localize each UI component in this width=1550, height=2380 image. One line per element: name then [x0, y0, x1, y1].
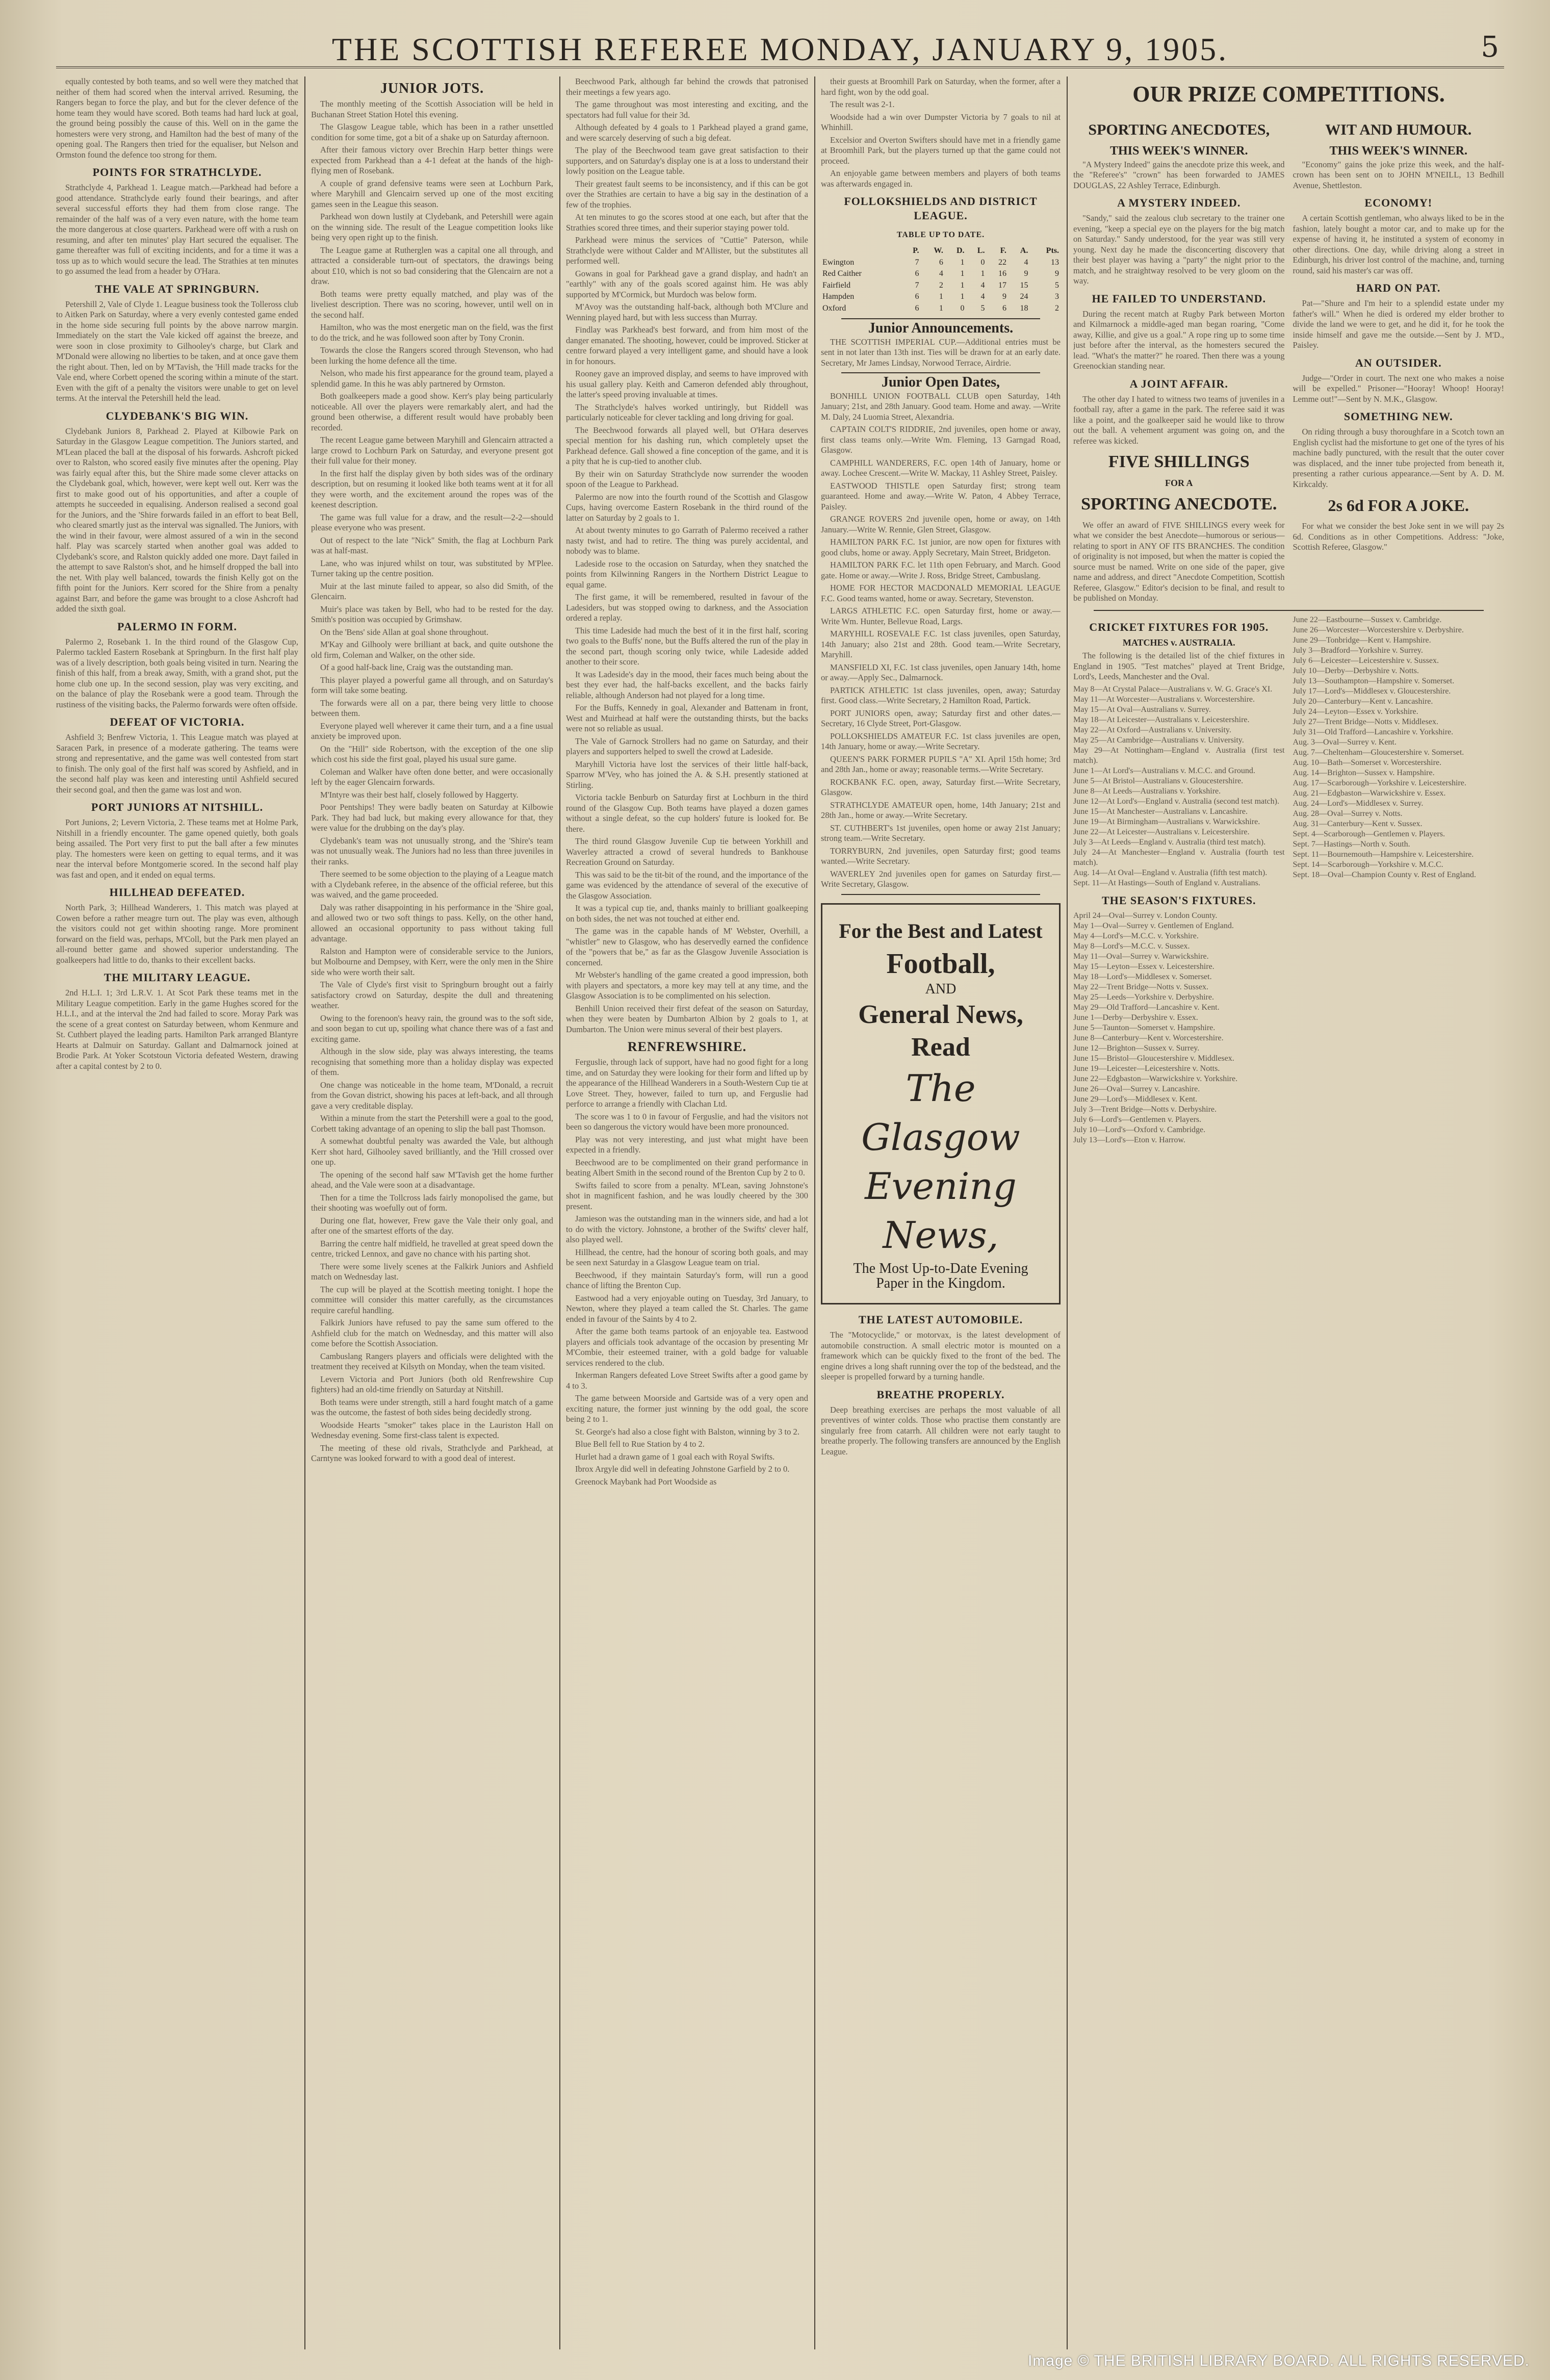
- advert-line: AND: [925, 981, 957, 997]
- evening-news-advert: [821, 903, 1061, 1305]
- column-rule: [814, 76, 815, 2349]
- league-header-row: [821, 245, 1061, 257]
- advert-line: Evening News,: [865, 1165, 1017, 1257]
- league-cell: 4: [980, 292, 985, 301]
- league-title: FOLLOKSHIELDS AND DISTRICT LEAGUE.: [844, 195, 1038, 222]
- section-subheading: THIS WEEK'S WINNER.: [1329, 144, 1468, 158]
- column-rule: [304, 76, 305, 2349]
- league-cell: 6: [939, 258, 943, 267]
- league-cell: 2: [939, 280, 943, 290]
- league-cell: 1: [960, 292, 965, 301]
- five-shillings-heading: FIVE SHILLINGS: [1108, 452, 1250, 471]
- league-cell: 6: [1002, 303, 1006, 313]
- league-team-name: Fairfield: [822, 280, 851, 290]
- section-subheading: MATCHES v. AUSTRALIA.: [1122, 637, 1235, 648]
- advert-line: The Most Up-to-Date Evening: [853, 1261, 1028, 1276]
- section-heading: A JOINT AFFAIR.: [1129, 377, 1228, 390]
- advert-line: Read: [911, 1033, 970, 1062]
- column-5: [1073, 76, 1504, 2349]
- league-cell: 1: [960, 280, 965, 290]
- section-heading: PALERMO IN FORM.: [117, 620, 237, 633]
- column-3: Beechwood Park, although far behind the crowds that patronised their meetings a few years ago. The game throughout was most interesting and exciting, and the spectators had full value for their 3d. Although defeated by 4 goals to 1 Parkhead played a grand game, and were scarcely deserving of such a big defeat. The play of the Beechwood team gave great satisfaction to their supporters, and on Saturday's display one is at a loss to understand their lowly position on the League table. Their greatest fault seems to be inconsistency, and if this can be got over the Strathies are certain to have a big say in the destination of a few of the trophies. At ten minutes to go the scores stood at one each, but after that the Strathies scored three times, and their superior staying power told. Parkhead were minus the services of "Cuttie" Paterson, while Strathclyde were without Calder and M'Allister, but the substitutes all performed well. Gowans in goal for Parkhead gave a grand display, and hadn't an "earthly" with any of the goals scored against him. He was ably supported by M'Cormick, but Murdoch was below form. M'Avoy was the outstanding half-back, although both M'Clure and Wenning played hard, but with less success than Murray. Findlay was Parkhead's best forward, and from him most of the danger emanated. The shooting, however, could be improved. Sticker at centre forward played a very intelligent game, and should have a look in for honours. Rooney gave an improved display, and seems to have improved with his usual gallery play. Keith and Cameron defended ably throughout, the latter's speed proving invaluable at times. The Strathclyde's halves worked untiringly, but Riddell was particularly noticeable for clever tackling and long driving for goal. The Beechwood forwards all played well, but O'Hara deserves special mention for his dashing run, which completely upset the Parkhead defence. Gall showed a fine conception of the game, and it is a pity that he is cup-tied to another club. By their win on Saturday Strathclyde now surrender the wooden spoon of the League to Parkhead. Palermo are now into the fourth round of the Scottish and Glasgow Cups, having overcome Eastern Rosebank in the third round of the latter on Saturday by 2 goals to 1. At about twenty minutes to go Garrath of Palermo received a rather nasty twist, and had to retire. The thing was purely accidental, and nobody was to blame. Ladeside rose to the occasion on Saturday, when they snatched the points from Kilwinning Rangers in the Northern District League to equal game. The first game, it will be remembered, resulted in favour of the Ladesiders, but was stopped owing to darkness, and the Association ordered a replay. This time Ladeside had much the best of it in the first half, scoring two goals to the Buffs' none, but the Buffs altered the run of the play in the second part, though scoring only twice, while Ladeside added another to their score. It was Ladeside's day in the mood, their faces much being about the best they ever had, the half-backs excellent, and the backs fairly reliable, although Anderson had not played for a long time. For the Buffs, Kennedy in goal, Alexander and Battenam in front, West and Muirhead at half were the outstanding thirsts, but the backs were not so reliable as usual. The Vale of Garnock Strollers had no game on Saturday, and their players and supporters helped to swell the crowd at Ladeside. Maryhill Victoria have lost the services of their little half-back, Sparrow M'Vey, who has joined the A. & S.H. presently stationed at Stirling. Victoria tackle Benburb on Saturday first at Lochburn in the third round of the Glasgow Cup. Both teams have played a dozen games without a single defeat, so the cup holders' future is looked for. Be there. The third round Glasgow Juvenile Cup tie between Yorkhill and Waverley attracted a crowd of several hundreds to Bankhouse Recreation Ground on Saturday. This was said to be the tit-bit of the round, and the importance of the game was evidenced by the attendance of several of the executive of the Glasgow Association. It was a typical cup tie, and, thanks mainly to brilliant goalkeeping on both sides, the net was not touched at either end. The game was in the capable hands of M' Webster, Overhill, a "whistler" new to Glasgow, who has deservedly earned the confidence of the "powers that be," as far as the Glasgow Juvenile Association is concerned. Mr Webster's handling of the game created a good impression, both with players and spectators, a more key may tell at any time, and the Glasgow Association is to be complimented on his selection. Benhill Union received their first defeat of the season on Saturday, when they were beaten by Dumbarton Albion by 2 goals to 1, at Dumbarton. The Union were minus several of their best players. RENFREWSHIRE. Ferguslie, through lack of support, have had no good fight for a long time, and on Saturday they were looking for their form and lifted up by the appearance of the Hillhead Wanderers in a South-Western Cup tie at Love Street. They, however, failed to turn up, and Ferguslie had perforce to arrange a friendly with Clachan Ltd. The score was 1 to 0 in favour of Ferguslie, and had the visitors not been so dangerous the victory would have been more pronounced. Play was not very interesting, and just what might have been expected in a friendly. Beechwood are to be complimented on their grand performance in beating Albert Smith in the second round of the Brenton Cup by 2 to 0. Swifts failed to score from a penalty. M'Lean, saving Johnstone's shot in magnificent fashion, and he was loudly cheered by the 300 present. Jamieson was the outstanding man in the winners side, and had a lot to do with the victory. Johnstone, a brother of the Swifts' clever half, also played well. Hillhead, the centre, had the honour of scoring both goals, and may be seen next Saturday in a Glasgow League team on trial. Beechwood, if they maintain Saturday's form, will run a good chance of lifting the Brenton Cup. Eastwood had a very enjoyable outing on Tuesday, 3rd January, to Newton, where they played a team called the St. Charles. The game ended in favour of the Saints by 4 to 2. After the game both teams partook of an enjoyable tea. Eastwood players and officials took advantage of the occasion by presenting Mr M'Combie, their esteemed trainer, with a gold badge for valuable services rendered to the club. Inkerman Rangers defeated Love Street Swifts after a good game by 4 to 3. The game between Moorside and Gartside was of a very open and exciting nature, the former just winning by the odd goal, the score being 2 to 1. St. George's had also a close fight with Balston, winning by 3 to 2. Blue Bell fell to Rue Station by 4 to 2. Hurlet had a drawn game of 1 goal each with Royal Swifts. Ibrox Argyle did well in defeating Johnstone Garfield by 2 to 0. Greenock Maybank had Port Woodside as: [566, 76, 808, 1487]
- league-table: [821, 245, 1061, 314]
- advert-line: For the Best and Latest: [839, 919, 1043, 942]
- competitions-heading: OUR PRIZE COMPETITIONS.: [1132, 82, 1445, 107]
- section-heading: POINTS FOR STRATHCLYDE.: [92, 166, 262, 178]
- league-col-header: L.: [977, 246, 985, 255]
- section-heading: CLYDEBANK'S BIG WIN.: [106, 409, 249, 422]
- section-heading: SPORTING ANECDOTES,: [1088, 121, 1270, 138]
- league-cell: 1: [980, 269, 985, 278]
- league-col-header: Pts.: [1046, 246, 1059, 255]
- copyright-notice: Image © THE BRITISH LIBRARY BOARD. ALL RIGHTS RESERVED.: [1027, 2352, 1530, 2369]
- cricket-county: June 22—Eastbourne—Sussex v. Cambridge. June 26—Worcester—Worcestershire v. Derbyshire. June 29—Tonbridge—Kent v. Hampshire. July 3—Bradford—Yorkshire v. Surrey. July 6—Leicester—Leicestershire v. Sussex. July 10—Derby—Derbyshire v. Notts. July 13—Southampton—Hampshire v. Somerset. July 17—Lord's—Middlesex v. Gloucestershire. July 20—Canterbury—Kent v. Lancashire. July 24—Leyton—Essex v. Yorkshire. July 27—Trent Bridge—Notts v. Middlesex. July 31—Old Trafford—Lancashire v. Yorkshire. Aug. 3—Oval—Surrey v. Kent. Aug. 7—Cheltenham—Gloucestershire v. Somerset. Aug. 10—Bath—Somerset v. Worcestershire. Aug. 14—Brighton—Sussex v. Hampshire. Aug. 17—Scarborough—Yorkshire v. Leicestershire. Aug. 21—Edgbaston—Warwickshire v. Essex. Aug. 24—Lord's—Middlesex v. Surrey. Aug. 28—Oval—Surrey v. Notts. Aug. 31—Canterbury—Kent v. Sussex. Sept. 4—Scarborough—Gentlemen v. Players. Sept. 7—Hastings—North v. South. Sept. 11—Bournemouth—Hampshire v. Leicestershire. Sept. 14—Scarborough—Yorkshire v. M.C.C. Sept. 18—Oval—Champion County v. Rest of England.: [1293, 615, 1476, 879]
- league-team-name: Red Caither: [822, 269, 862, 278]
- section-heading: CRICKET FIXTURES FOR 1905.: [1089, 620, 1269, 633]
- section-heading: PORT JUNIORS AT NITSHILL.: [91, 801, 264, 813]
- league-cell: 17: [998, 280, 1006, 290]
- league-col-header: A.: [1020, 246, 1028, 255]
- section-heading: AN OUTSIDER.: [1355, 356, 1442, 369]
- league-cell: 0: [980, 258, 985, 267]
- league-cell: 4: [1024, 258, 1028, 267]
- advert-line: Paper in the Kingdom.: [876, 1275, 1005, 1291]
- column-rule: [559, 76, 560, 2349]
- section-heading: DEFEAT OF VICTORIA.: [110, 715, 245, 728]
- masthead: [56, 20, 1504, 68]
- league-cell: 15: [1020, 280, 1028, 290]
- league-col-header: P.: [913, 246, 919, 255]
- league-row: [821, 303, 1061, 315]
- league-cell: 9: [1024, 269, 1028, 278]
- league-cell: 4: [939, 269, 943, 278]
- page-number: 5: [1481, 31, 1499, 64]
- column-1: equally contested by both teams, and so well were they matched that neither of them had scored when the interval arrived. Resuming, the Rangers began to force the play, and but for the clever defence of the home team they would have scored. Both teams had hard luck at goal, the ground being possibly the cause of this. Well on in the game the homesters were very strong, and Hamilton had the best of many of the opening goal. The Rangers then tried for the equaliser, but Nelson and Ormston found the defence too strong for them. POINTS FOR STRATHCLYDE. Strathclyde 4, Parkhead 1. League match.—Parkhead had before a good attendance. Strathclyde early found their bearings, and after several successful efforts they had them from close range. The remainder of the half was of a very even nature, with the home team the more dangerous at close quarters. Parkhead were off with a rush on resuming, and after ten minutes' play Hart secured the equaliser. The game thereafter was full of exciting incidents, and for a time it was a toss up as to which would secure the lead. The Strathies at ten minutes to go assumed the lead from a header by O'Hara. THE VALE AT SPRINGBURN. Petershill 2, Vale of Clyde 1. League business took the Tolleross club to Aitken Park on Saturday, where a very evenly contested game ended in the home side securing full points by the above narrow margin. Immediately on the start the Vale kicked off against the breeze, and were soon in close proximity to Gilhooley's charge, but Clark and M'Donald were allowing no liberties to be taken, and at once gave them the right about. Then, led on by M'Tavish, the 'Hill made tracks for the Vale end, where Corbett opened the scoring within a minute of the start. Even with the gift of a penalty the visitors were unable to get on level terms. At the interval the Petershill held the lead. CLYDEBANK'S BIG WIN. Clydebank Juniors 8, Parkhead 2. Played at Kilbowie Park on Saturday in the Glasgow League competition. The Juniors started, and M'Lean placed the ball at the disposal of his forwards. Ashcroft picked over to Ralston, who scored easily five minutes after the opening. Play was fairly equal after this, but the Shire made some clever attacks on the Clydebank goal, which, however, were kept well out. Kerr was the first to make good out of his opportunities, and after a couple of attempts he succeeded in equalising. Anderson realised a second goal for the Juniors, and the 'Shire forwards failed in an effort to beat Bell, who cleared smartly just as the interval was signalled. The Juniors, with the wind in their favour, were almost assured of a win in the second half. Play was scarcely started when another goal was added to Clydebank's score, and Ralston quickly added one more. Dayt failed in the attempt to save Ralston's shot, and he himself dropped the ball into the net. With play well balanced, towards the finish Kelly got on the fifth point for the Juniors. Kerr scored for the Shire from a penalty against Barr, and before the game was brought to a close Ashcroft had added the sixth goal. PALERMO IN FORM. Palermo 2, Rosebank 1. In the third round of the Glasgow Cup, Palermo tackled Eastern Rosebank at Springburn. In the first half play was of a lively description, both goals being visited in turn. Nearing the finish of this half, from a break away, Smith, with a grand shot, put the home club one up. In the second session, play was very exciting, and on the balance of play the Rosebank were a good team. Through the rustiness of the visiting backs, the Palermo forwards were often offside. DEFEAT OF VICTORIA. Ashfield 3; Benfrew Victoria, 1. This League match was played at Saracen Park, in presence of a moderate gathering. The teams were strong and representative, and the game was well contested from start to finish. The only goal of the first half was scored by Ashfield, and in the second half play was keen and interesting until Ashfield secured their second goal, and then the game was lost and won. PORT JUNIORS AT NITSHILL. Port Junions, 2; Levern Victoria, 2. These teams met at Holme Park, Nitshill in a friendly encounter. The game opened quietly, both goals being assailed. The Port very first to put the ball after a few minutes play. The homesters were keen on getting to equal terms, and it was near the interval before Montgomerie scored. In the second half play was fast and open, and it ended on equal terms. HILLHEAD DEFEATED. North Park, 3; Hillhead Wanderers, 1. This match was played at Cowen before a rather meagre turn out. The play was even, although the visitors could not get within shooting range. More prominent forward on the field was, perhaps, M'Coll, but the Park men played an all-round better game and showed superior understanding. The goalkeepers had little to do, thanks to their excellent backs. THE MILITARY LEAGUE. 2nd H.L.I. 1; 3rd L.R.V. 1. At Scot Park these teams met in the Military League competition. Early in the game Hughes scored for the H.L.I., and at the interval the 2nd had failed to score. Moray Park was the scene of a great contest on Saturday between, whom Kenmure and St. Cuthbert played the leading parts. Hamilton Park arranged Blantyre Hearts at Dalmuir on Saturday. Gallant and Dalmarnock joined at Brodie Park. At Yoker Scotstoun Victoria defeated Western, drawing after a capital contest by 2 to 0.: [56, 76, 298, 1071]
- section-heading: SOMETHING NEW.: [1344, 410, 1453, 423]
- sporting-anecdote-heading: SPORTING ANECDOTE.: [1081, 494, 1277, 514]
- league-row: [821, 280, 1061, 292]
- league-cell: 6: [915, 292, 919, 301]
- league-team-name: Ewington: [822, 258, 855, 267]
- anecdotes-column: SPORTING ANECDOTES, THIS WEEK'S WINNER. "A Mystery Indeed" gains the anecdote prize this week, and the "Referee's" "crown" has been forwarded to JAMES DOUGLAS, 22 Ashley Terrace, Edinburgh. A MYSTERY INDEED. "Sandy," said the zealous club secretary to the trainer one evening, "keep a special eye on the players for the big match on Saturday." Sandy understood, for the year was still very young. Next day he made the disconcerting discovery that their best player was having a "party" the night prior to the match, and he straightway resolved to be very gloom on the way. HE FAILED TO UNDERSTAND. During the recent match at Rugby Park between Morton and Kilmarnock a middle-aged man began roaring, "Come away, Killie, and give us a goal." A rope ring up to some time just before after the interval, as the homesters secured the lead. "What's the matter?" he roared. Then there was a young Greenockian standing near. A JOINT AFFAIR. The other day I hated to witness two teams of juveniles in a football ray, after a game in the park. The referee said it was like a point, and the goalkeeper said he would like to throw out the ball. A vehement argument was going on, and the referee was kicked. FIVE SHILLINGS FOR A SPORTING ANECDOTE. We offer an award of FIVE SHILLINGS every week for what we consider the best Anecdote—humorous or serious—relating to sport in ANY OF ITS BRANCHES. The condition of originality is not imposed, but when the matter is copied the source must be named. Write on one side of the paper, give name and address, and direct "Anecdote Competition, Scottish Referee, Glasgow." Editor's decision to be final, and result to be published on Monday.: [1073, 114, 1285, 606]
- league-cell: 13: [1051, 258, 1059, 267]
- league-cell: 18: [1020, 303, 1028, 313]
- column-rule: [1067, 76, 1068, 2349]
- section-subheading: THIS WEEK'S WINNER.: [1109, 144, 1248, 158]
- league-col-header: F.: [1000, 246, 1006, 255]
- section-heading: JUNIOR JOTS.: [380, 81, 484, 96]
- advert-line: General News,: [858, 1000, 1023, 1029]
- column-4: their guests at Broomhill Park on Saturday, when the former, after a hard fight, won by the odd goal. The result was 2-1. Woodside had a win over Dumpster Victoria by 7 goals to nil at Whinhill. Excelsior and Overton Swifters should have met in a friendly game at Broomhill Park, but the players turned up that the game could not proceed. An enjoyable game between members and players of both teams was afterwards engaged in. FOLLOKSHIELDS AND DISTRICT LEAGUE. TABLE UP TO DATE. P. W. D. L. F. A. Pts. Ewington 7 6 1 0 22 4 13 Red Caither 6 4 1 1 16 9 9 Fairfield 7 2 1 4 17 15 5 Hampden 6 1 1 4 9 24 3 Oxford 6 1 0 5 6 18 2 Junior Announcements. THE SCOTTISH IMPERIAL CUP.—Additional entries must be sent in not later than 13th inst. Ties will be drawn for at an early date. Secretary, Mr James Lindsay, Norwood Terrace, Airdrie. Junior Open Dates, BONHILL UNION FOOTBALL CLUB open Saturday, 14th January; 21st, and 28th January. Good team. Home and away. —Write M. Daly, 24 Luomia Street, Alexandria. CAPTAIN COLT'S RIDDRIE, 2nd juveniles, open home or away, first class teams only.—Write Wm. Fleming, 13 Garngad Road, Glasgow. CAMPHILL WANDERERS, F.C. open 14th of January, home or away. Lochee Crescent.—Write W. Mackay, 11 Ashley Street, Paisley. EASTWOOD THISTLE open Saturday first; strong team guaranteed. Home and away.—Write W. Paton, 4 Abbey Terrace, Paisley. GRANGE ROVERS 2nd juvenile open, home or away, on 14th January.—Write W. Rennie, Glen Street, Glasgow. HAMILTON PARK F.C. 1st junior, are now open for fixtures with good clubs, home or away. Apply Secretary, Main Street, Bridgeton. HAMILTON PARK F.C. let 11th open February, and March. Good gate. Home or away.—Write J. Ross, Bridge Street, Cambuslang. HOME FOR HECTOR MACDONALD MEMORIAL LEAGUE F.C. Good teams wanted, home or away. Secretary, Stevenston. LARGS ATHLETIC F.C. open Saturday first, home or away.—Write Wm. Hunter, Bellevue Road, Largs. MARYHILL ROSEVALE F.C. 1st class juveniles, open Saturday, 14th January; also 21st and 28th. Good team.—Write Secretary, Maryhill. MANSFIELD XI, F.C. 1st class juveniles, open January 14th, home or away.—Apply Sec., Dalmarnock. PARTICK ATHLETIC 1st class juveniles, open, away; Saturday first. Good class.—Write Secretary, 2 Hamilton Road, Partick. PORT JUNIORS open, away; Saturday first and other dates.—Secretary, 16 Clyde Street, Port-Glasgow. POLLOKSHIELDS AMATEUR F.C. 1st class juveniles are open, 14th January, home or away.—Write Secretary. QUEEN'S PARK FORMER PUPILS "A" XI. April 15th home; 3rd and 28th Jan., home or away; reasonable terms.—Write Secretary. ROCKBANK F.C. open, away, Saturday first.—Write Secretary, Glasgow. STRATHCLYDE AMATEUR open, home, 14th January; 21st and 28th Jan., home or away.—Write Secretary. ST. CUTHBERT's 1st juveniles, open home or away 21st January; strong team.—Write Secretary. TORRYBURN, 2nd juveniles, open Saturday first; good teams wanted.—Write Secretary. WAVERLEY 2nd juveniles open for games on Saturday first.—Write Secretary, Glasgow. For the Best and Latest Football, AND General News, Read The Glasgow Evening News, The Most Up-to-Date Evening Paper in the Kingdom. THE LATEST AUTOMOBILE. The "Motocyclide," or motorvax, is the latest development of automobile construction. A small electric motor is mounted on a framework which can be quickly fixed to the front of the bed. The engine drives a long shaft running over the top of the bedstead, and the sleeper is propelled forward by a turning handle. BREATHE PROPERLY. Deep breathing exercises are perhaps the most valuable of all preventives of winter colds. Those who practise them constantly are singularly free from catarrh. All children were not early taught to breathe properly. The following transfers are announced by the English League.: [821, 76, 1061, 1456]
- league-team-name: Oxford: [822, 303, 846, 313]
- joke-prize-heading: 2s 6d FOR A JOKE.: [1328, 496, 1469, 515]
- section-heading: THE SEASON'S FIXTURES.: [1101, 893, 1256, 907]
- section-heading: HILLHEAD DEFEATED.: [109, 886, 245, 899]
- league-cell: 1: [960, 258, 965, 267]
- section-heading: ECONOMY!: [1364, 196, 1433, 209]
- section-heading: A MYSTERY INDEED.: [1117, 196, 1241, 209]
- section-heading: WIT AND HUMOUR.: [1325, 121, 1472, 138]
- advert-line: Football,: [886, 948, 995, 980]
- column-2: JUNIOR JOTS. The monthly meeting of the Scottish Association will be held in Buchanan Street Station Hotel this evening. The Glasgow League table, which has been in a rather unsettled condition for some time, got a bit of a shake up on Saturday afternoon. After their famous victory over Brechin Harp better things were expected from Parkhead than a 4-1 defeat at the hands of the high-flying men of Rosebank. A couple of grand defensive teams were seen at Lochburn Park, where Maryhill and Glencairn served up one of the most exciting games seen in the League this season. Parkhead won down lustily at Clydebank, and Petershill were again on the winning side. The result of the League competition looks like being very open right up to the finish. The League game at Rutherglen was a capital one all through, and attracted a considerable turn-out of spectators, the drawings being about £10, which is not so bad considering that the Glencairn are not a draw. Both teams were pretty equally matched, and play was of the liveliest description. There was no scoring, however, until well on in the second half. Hamilton, who was the most energetic man on the field, was the first to do the trick, and he was followed soon after by Tony Cronin. Towards the close the Rangers scored through Stevenson, who had been lurking the home defence all the time. Nelson, who made his first appearance for the ground team, played a splendid game. In this he was ably partnered by Ormston. Both goalkeepers made a good show. Kerr's play being particularly noticeable. All over the players were remarkably alert, and had the ground been otherwise, a different result would have probably been recorded. The recent League game between Maryhill and Glencairn attracted a large crowd to Lochburn Park on Saturday, and everyone present got their full value for their money. In the first half the display given by both sides was of the ordinary description, but on resuming it looked like both teams went at it for all they were worth, and the excitement around the ropes was of the keenest description. The game was full value for a draw, and the result—2-2—should please everyone who was present. Out of respect to the late "Nick" Smith, the flag at Lochburn Park was at half-mast. Lane, who was injured whilst on tour, was substituted by M'Plee. Turner taking up the centre position. Muir at the last minute failed to appear, so also did Smith, of the Glencairn. Muir's place was taken by Bell, who had to be rested for the day. Smith's position was occupied by Grimshaw. On the 'Bens' side Allan at goal shone throughout. M'Kay and Gilhooly were brilliant at back, and quite outshone the old firm, Coleman and Walker, on the other side. Of a good half-back line, Craig was the outstanding man. This player played a powerful game all through, and on Saturday's form will take some beating. The forwards were all on a par, there being very little to choose between them. Everyone played well wherever it came their turn, and a a fine usual anxiety be improved upon. On the "Hill" side Robertson, with the exception of the one slip which cost his side the first goal, played his usual sure game. Coleman and Walker have often done better, and were occasionally left by the eager Glencairn forwards. M'Intyre was their best half, closely followed by Haggerty. Poor Pentships! They were badly beaten on Saturday at Kilbowie Park. They had bad luck, but making every allowance for that, they were value for the drubbing on the day's play. Clydebank's team was not unusually strong, and the 'Shire's team was not unusually weak. The Juniors had no less than three juveniles in their ranks. There seemed to be some objection to the playing of a League match with a Clydebank referee, in the absence of the official referee, but this was waived, and the game proceeded. Daly was rather disappointing in his performance in the 'Shire goal, and allowed two or two soft things to pass. Kelly, on the other hand, allowed an occasional opportunity to pass without taking full advantage. Ralston and Hampton were of considerable service to the Juniors, but Molbourne and Dempsey, with Kerr, were the only men in the Shire side who were worth their salt. The Vale of Clyde's first visit to Springburn brought out a fairly satisfactory crowd on Saturday, despite the dull and threatening weather. Owing to the forenoon's heavy rain, the ground was to the soft side, and soon began to cut up, spoiling what chance there was of a fast and exciting game. Although in the slow side, play was always interesting, the teams recognising that something more than a holiday display was expected of them. One change was noticeable in the home team, M'Donald, a recruit from the Govan district, showing his paces at left-back, and all through gave a very creditable display. Within a minute from the start the Petershill were a goal to the good, Corbett taking advantage of an opening to slip the ball past Thomson. A somewhat doubtful penalty was awarded the Vale, but although Kerr shot hard, Gilhooley saved brilliantly, and the 'Hill crossed over one up. The opening of the second half saw M'Tavish get the home further ahead, and the Vale were soon at a disadvantage. Then for a time the Tollcross lads fairly monopolised the game, but their shooting was woefully out of form. During one flat, however, Frew gave the Vale their only goal, and after one of the smartest efforts of the day. Barring the centre half midfield, he travelled at great speed down the centre, tricked Lennox, and gave no chance with his parting shot. There were some lively scenes at the Falkirk Juniors and Ashfield match on Wednesday last. The cup will be played at the Scottish meeting tonight. I hope the committee will consider this matter carefully, as the circumstances require careful handling. Falkirk Juniors have refused to pay the same sum offered to the Ashfield club for the match on Wednesday, and this matter will also come before the Scottish Association. Cambuslang Rangers players and officials were delighted with the treatment they received at Kilsyth on Monday, when the team visited. Levern Victoria and Port Juniors (both old Renfrewshire Cup fighters) had an old-time friendly on Saturday at Nitshill. Both teams were under strength, still a hard fought match of a game was the outcome, the fastest of both sides being decidedly strong. Woodside Hearts "smoker" takes place in the Lauriston Hall on Wednesday evening. Some first-class talent is expected. The meeting of these old rivals, Strathclyde and Parkhead, at Carntyne was looked forward to with a good deal of interest.: [311, 81, 553, 1463]
- league-cell: 4: [980, 280, 985, 290]
- five-shillings-for-a: FOR A: [1165, 478, 1193, 488]
- league-cell: 6: [915, 303, 919, 313]
- league-cell: 5: [980, 303, 985, 313]
- league-cell: 5: [1055, 280, 1059, 290]
- section-heading: HARD ON PAT.: [1356, 281, 1441, 294]
- league-row: [821, 268, 1061, 280]
- section-heading: HE FAILED TO UNDERSTAND.: [1092, 292, 1266, 305]
- section-heading: BREATHE PROPERLY.: [876, 1388, 1005, 1401]
- league-cell: 3: [1055, 292, 1059, 301]
- league-row: [821, 257, 1061, 269]
- league-cell: 1: [939, 292, 943, 301]
- section-heading: Junior Open Dates,: [881, 374, 1000, 390]
- league-cell: 9: [1055, 269, 1059, 278]
- league-cell: 0: [960, 303, 965, 313]
- advert-line: The Glasgow: [861, 1067, 1020, 1159]
- league-cell: 6: [915, 269, 919, 278]
- league-cell: 24: [1020, 292, 1028, 301]
- league-col-header: D.: [956, 246, 965, 255]
- league-cell: 7: [915, 258, 919, 267]
- league-col-header: W.: [934, 246, 943, 255]
- section-heading: RENFREWSHIRE.: [627, 1039, 747, 1054]
- league-cell: 1: [939, 303, 943, 313]
- page-title: THE SCOTTISH REFEREE MONDAY, JANUARY 9, 1905.: [331, 31, 1229, 67]
- cricket-australia: CRICKET FIXTURES FOR 1905. MATCHES v. AUSTRALIA. The following is the detailed list of the chief fixtures in England in 1905. "Test matches" played at Trent Bridge, Lord's, Leeds, Manchester and the Oval. May 8—At Crystal Palace—Australians v. W. G. Grace's XI. May 11—At Worcester—Australians v. Worcestershire. May 15—At Oval—Australians v. Surrey. May 18—At Leicester—Australians v. Leicestershire. May 22—At Oxford—Australians v. University. May 25—At Cambridge—Australians v. University. May 29—At Nottingham—England v. Australia (first test match). June 1—At Lord's—Australians v. M.C.C. and Ground. June 5—At Bristol—Australians v. Gloucestershire. June 8—At Leeds—Australians v. Yorkshire. June 12—At Lord's—England v. Australia (second test match). June 15—At Manchester—Australians v. Lancashire. June 19—At Birmingham—Australians v. Warwickshire. June 22—At Leicester—Australians v. Leicestershire. July 3—At Leeds—England v. Australia (third test match). July 24—At Manchester—England v. Australia (fourth test match). Aug. 14—At Oval—England v. Australia (fifth test match). Sept. 11—At Hastings—South of England v. Australians. THE SEASON'S FIXTURES. April 24—Oval—Surrey v. London County. May 1—Oval—Surrey v. Gentlemen of England. May 4—Lord's—M.C.C. v. Yorkshire. May 8—Lord's—M.C.C. v. Sussex. May 11—Oval—Surrey v. Warwickshire. May 15—Leyton—Essex v. Leicestershire. May 18—Lord's—Middlesex v. Somerset. May 22—Trent Bridge—Notts v. Sussex. May 25—Leeds—Yorkshire v. Derbyshire. May 29—Old Trafford—Lancashire v. Kent. June 1—Derby—Derbyshire v. Essex. June 5—Taunton—Somerset v. Hampshire. June 8—Canterbury—Kent v. Worcestershire. June 12—Brighton—Sussex v. Surrey. June 15—Bristol—Gloucestershire v. Middlesex. June 19—Leicester—Leicestershire v. Notts. June 22—Edgbaston—Warwickshire v. Yorkshire. June 26—Oval—Surrey v. Lancashire. June 29—Lord's—Middlesex v. Kent. July 3—Trent Bridge—Notts v. Derbyshire. July 6—Lord's—Gentlemen v. Players. July 10—Lord's—Oxford v. Cambridge. July 13—Lord's—Eton v. Harrow.: [1073, 620, 1285, 1144]
- league-cell: 22: [998, 258, 1006, 267]
- league-cell: 7: [915, 280, 919, 290]
- wit-humour-column: WIT AND HUMOUR. THIS WEEK'S WINNER. "Economy" gains the joke prize this week, and the half-crown has been sent on to JOHN M'NEILL, 13 Bedhill Avenue, Shettleston. ECONOMY! A certain Scottish gentleman, who always liked to be in the fashion, lately bought a motor car, and to make up for the expense of having it, he instituted a system of economy in other directions. One day, while driving along a street in Edinburgh, his driver lost control of the machine, and, turning round, said his master's car was off. HARD ON PAT. Pat—"Shure and I'm heir to a splendid estate under my father's will." When he died is ordered my elder brother to divide the land we were to get, and he did it, for he took the inside himself and gave me the outside.—Sent by J. M'D., Paisley. AN OUTSIDER. Judge—"Order in court. The next one who makes a noise will be expelled." Prisoner—"Hooray! Whoop! Hooray! Lemme out!"—Sent by N. M.K., Glasgow. SOMETHING NEW. On riding through a busy thoroughfare in a Scotch town an English cyclist had the misfortune to get one of the tyres of his machine badly punctured, with the result that the outer cover was displaced, and the inner tube projected from beneath it, presenting a rather curious appearance.—Sent by A. D. M. Kirkcaldy. 2s 6d FOR A JOKE. For what we consider the best Joke sent in we will pay 2s 6d. Conditions as in other Competitions. Address: "Joke, Scottish Referee, Glasgow.": [1293, 114, 1505, 606]
- section-heading: THE MILITARY LEAGUE.: [104, 971, 251, 984]
- section-heading: THE LATEST AUTOMOBILE.: [858, 1313, 1023, 1326]
- section-heading: THE VALE AT SPRINGBURN.: [95, 282, 260, 295]
- league-cell: 16: [998, 269, 1006, 278]
- league-cell: 1: [960, 269, 965, 278]
- league-row: [821, 291, 1061, 303]
- league-team-name: Hampden: [822, 292, 855, 301]
- league-cell: 2: [1055, 303, 1059, 313]
- league-subtitle: TABLE UP TO DATE.: [896, 231, 985, 239]
- league-cell: 9: [1002, 292, 1006, 301]
- section-heading: Junior Announcements.: [868, 320, 1014, 336]
